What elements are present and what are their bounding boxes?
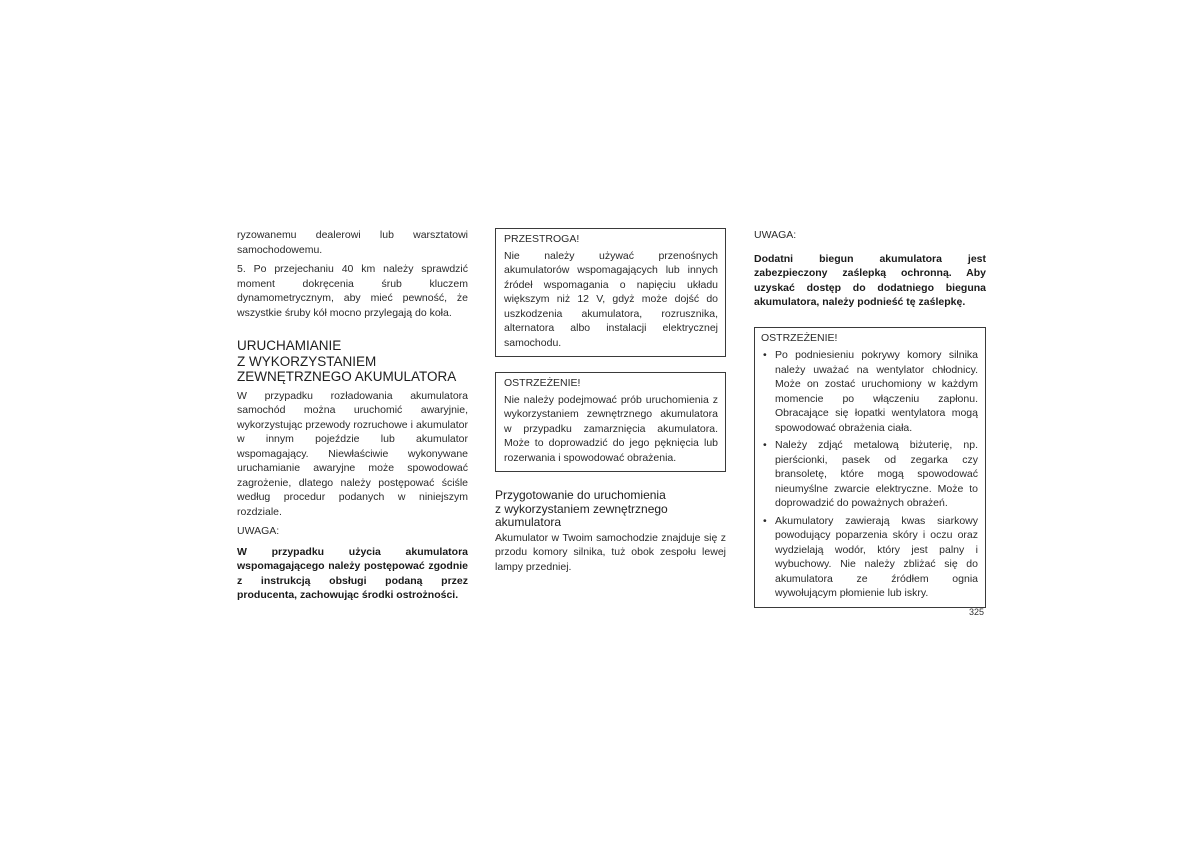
column-left	[237, 228, 468, 603]
warning-list	[761, 348, 978, 601]
subsection-heading	[495, 489, 726, 530]
warning-box	[754, 327, 986, 608]
note-label: UWAGA:	[237, 525, 280, 537]
section-heading-line-1: URUCHAMIANIE	[237, 338, 342, 353]
paragraph-step-5: 5. Po przejechaniu 40 km należy sprawdzić moment dokręcenia śrub kluczem dynamometrycznym, aby mieć pewność, że wszystkie śruby kół mocno przylegają do koła.	[237, 263, 468, 319]
warning-title: OSTRZEŻENIE!	[504, 377, 581, 389]
warning-text: Nie należy podejmować prób uruchomienia z wykorzystaniem zewnętrznego akumulatora w przypadku zamarznięcia akumulatora. Może to doprowadzić do jego pęknięcia lub rozerwania i spowodować obrażenia.	[504, 393, 718, 464]
warning-box	[495, 372, 726, 472]
warning-title: OSTRZEŻENIE!	[761, 331, 838, 344]
paragraph-intro: W przypadku rozładowania akumulatora samochód można uruchomić awaryjnie, wykorzystując przewody rozruchowe i akumulator w innym pojeździe lub akumulator wspomagający. Niewłaściwie wykonywane uruchamianie awaryjne może spowodować zagrożenie, dlatego należy postępować ściśle według procedur podanych w niniejszym rozdziale.	[237, 389, 468, 518]
page-number: 325	[969, 607, 985, 617]
caution-title: PRZESTROGA!	[504, 233, 580, 245]
subsection-heading-line-1: Przygotowanie do uruchomienia	[495, 488, 666, 502]
paragraph-continued: ryzowanemu dealerowi lub warsztatowi samochodowemu.	[237, 229, 468, 256]
subsection-heading-line-2: z wykorzystaniem zewnętrznego	[495, 501, 668, 516]
note-text: W przypadku użycia akumulatora wspomagającego należy postępować zgodnie z instrukcją obsługi podaną przez producenta, zachowując środki ostrożności.	[237, 545, 468, 601]
column-middle	[495, 228, 726, 574]
section-heading	[237, 338, 468, 385]
list-item: • Należy zdjąć metalową biżuterię, np. pierścionki, pasek od zegarka czy bransoletę, które mogą spowodować nieumyślne zwarcie elektryczne. Może to doprowadzić do poważnych obrażeń.	[761, 438, 978, 511]
list-item: • Akumulatory zawierają kwas siarkowy powodujący poparzenia skóry i oczu oraz wydzielają wodór, który jest palny i wybuchowy. Nie należy zbliżać się do akumulatora ze źródłem ognia wywołującym płomienie lub iskry.	[761, 514, 978, 601]
paragraph-battery-location: Akumulator w Twoim samochodzie znajduje się z przodu komory silnika, tuż obok zespołu lewej lampy przedniej.	[495, 531, 726, 573]
subsection-heading-line-3: akumulatora	[495, 515, 562, 529]
section-heading-line-2: Z WYKORZYSTANIEM	[237, 353, 377, 369]
list-item: • Po podniesieniu pokrywy komory silnika należy uważać na wentylator chłodnicy. Może on zostać uruchomiony w każdym momencie po włączeniu zapłonu. Obracające się łopatki wentylatora mogą spowodować obrażenia ciała.	[761, 348, 978, 435]
column-right	[754, 228, 986, 608]
note-label: UWAGA:	[754, 229, 797, 241]
section-heading-line-3: ZEWNĘTRZNEGO AKUMULATORA	[237, 369, 457, 384]
caution-box	[495, 228, 726, 357]
caution-text: Nie należy używać przenośnych akumulatorów wspomagających lub innych źródeł wspomagania o napięciu układu większym niż 12 V, gdyż może dojść do uszkodzenia akumulatora, rozrusznika, alternatora albo instalacji elektrycznej samochodu.	[504, 249, 718, 349]
note-text: Dodatni biegun akumulatora jest zabezpieczony zaślepką ochronną. Aby uzyskać dostęp do dodatniego bieguna akumulatora, należy podnieść tę zaślepkę.	[754, 252, 986, 308]
